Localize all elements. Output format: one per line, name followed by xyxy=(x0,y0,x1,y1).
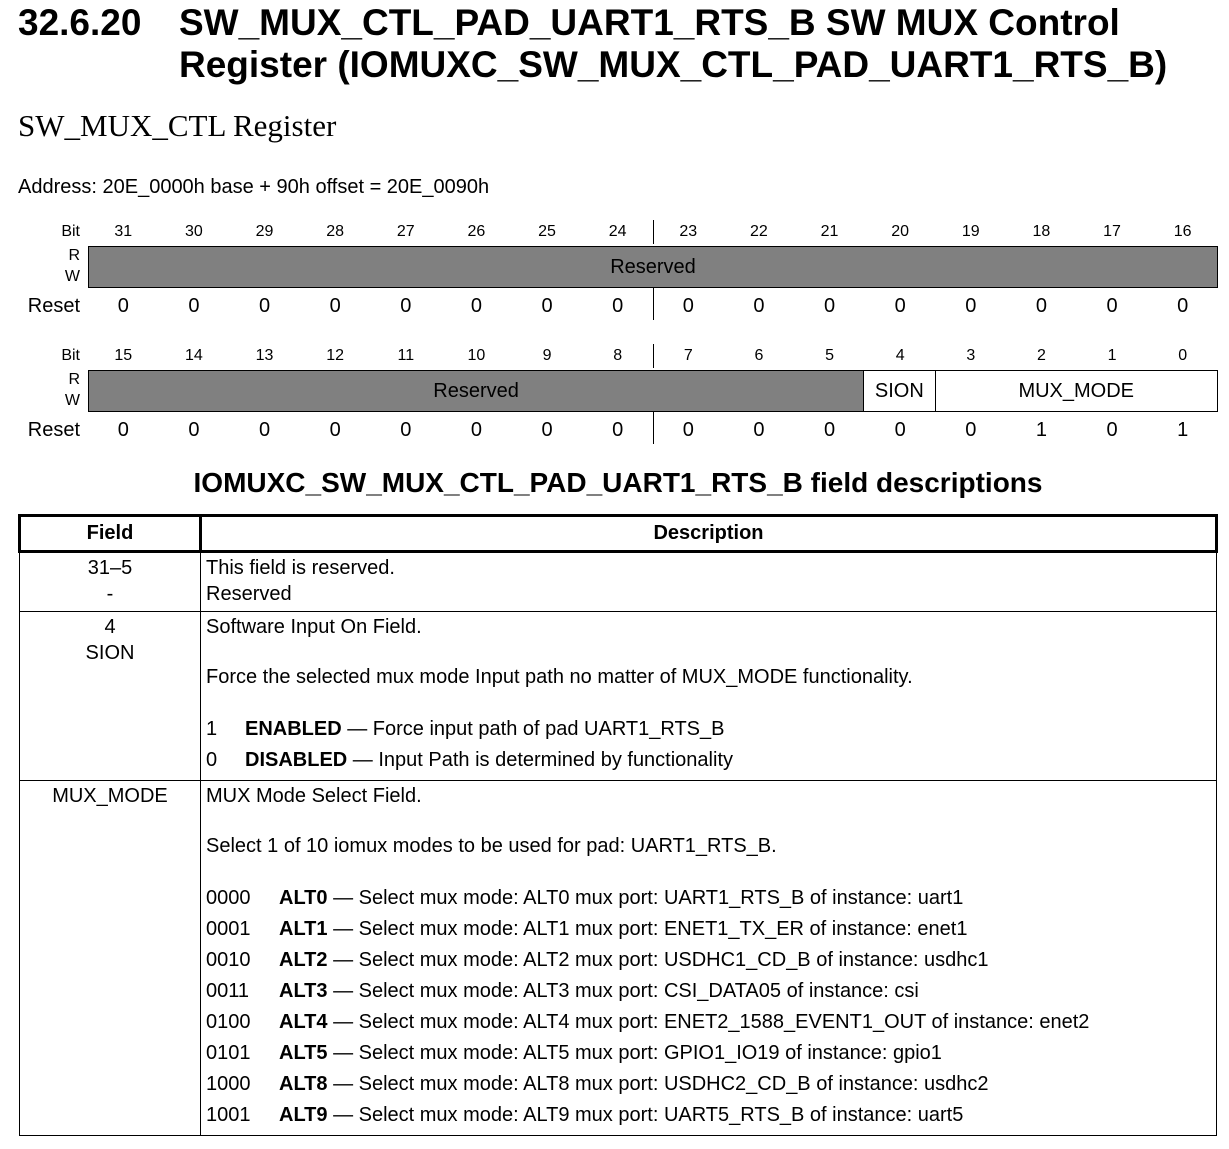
description-text: This field is reserved. xyxy=(206,557,395,579)
reset-values xyxy=(88,294,1218,318)
enum-item xyxy=(206,1100,1211,1131)
field-name: SION xyxy=(85,642,135,664)
enum-item xyxy=(206,883,1211,914)
field-row xyxy=(88,370,1218,412)
enum-description xyxy=(279,1100,963,1131)
description-text: Force the selected mux mode Input path no matter of MUX_MODE functionality. xyxy=(206,666,913,688)
bit-number: 0 xyxy=(1178,347,1188,364)
reset-value: 0 xyxy=(965,419,977,441)
section-title: SW_MUX_CTL_PAD_UART1_RTS_B SW MUX Control Register (IOMUXC_SW_MUX_CTL_PAD_UART1_RTS_B) xyxy=(179,2,1168,85)
reset-value: 0 xyxy=(117,419,129,441)
byte-separator xyxy=(653,220,654,244)
enum-item xyxy=(206,914,1211,945)
field-cell xyxy=(20,552,201,612)
bit-number: 11 xyxy=(397,347,415,364)
reset-value: 0 xyxy=(259,295,271,317)
enum-text: — Select mux mode: ALT1 mux port: ENET1_TX_ER of instance: enet1 xyxy=(327,918,968,940)
enum-text: — Input Path is determined by functionality xyxy=(347,749,733,771)
reset-value: 0 xyxy=(965,295,977,317)
reset-value: 0 xyxy=(117,295,129,317)
enum-text: — Select mux mode: ALT9 mux port: UART5_RTS_B of instance: uart5 xyxy=(327,1104,964,1126)
bit-label: Bit xyxy=(61,223,80,240)
enum-name: ALT8 xyxy=(279,1073,328,1095)
bit-number: 24 xyxy=(608,223,627,240)
reset-value: 0 xyxy=(329,295,341,317)
enum-item xyxy=(206,1038,1211,1069)
reset-label: Reset xyxy=(27,419,80,441)
enum-value: 0100 xyxy=(206,1011,251,1033)
description-column-header: Description xyxy=(201,516,1217,552)
read-label: R xyxy=(68,247,80,264)
register-address: Address: 20E_0000h base + 90h offset = 20E_0090h xyxy=(18,176,490,198)
bit-number: 10 xyxy=(467,347,486,364)
bit-number: 31 xyxy=(114,223,133,240)
enum-text: — Select mux mode: ALT5 mux port: GPIO1_IO19 of instance: gpio1 xyxy=(327,1042,942,1064)
field-bits: 31–5 xyxy=(87,557,133,579)
bit-number: 6 xyxy=(754,347,764,364)
reset-value: 0 xyxy=(1106,295,1118,317)
enum-name: ALT1 xyxy=(279,918,328,940)
write-label: W xyxy=(64,392,80,409)
reset-value: 0 xyxy=(753,419,765,441)
enum-value: 0000 xyxy=(206,887,251,909)
enum-item xyxy=(206,1007,1211,1038)
bit-number: 3 xyxy=(966,347,976,364)
register-diagram-upper xyxy=(0,220,1229,330)
enum-name: ALT9 xyxy=(279,1104,328,1126)
enum-text: — Select mux mode: ALT0 mux port: UART1_RTS_B of instance: uart1 xyxy=(327,887,964,909)
enum-value: 0 xyxy=(206,749,218,771)
reset-value: 0 xyxy=(894,419,906,441)
register-diagram-lower xyxy=(0,344,1229,454)
reset-value: 0 xyxy=(329,419,341,441)
reset-value: 0 xyxy=(682,295,694,317)
reset-value: 0 xyxy=(1106,419,1118,441)
enum-description xyxy=(245,745,733,776)
reset-value: 1 xyxy=(1177,419,1189,441)
bit-number: 27 xyxy=(396,223,415,240)
table-title: IOMUXC_SW_MUX_CTL_PAD_UART1_RTS_B field descriptions xyxy=(193,467,1043,498)
field-cell xyxy=(20,612,201,781)
bit-number: 8 xyxy=(613,347,623,364)
field-cell xyxy=(20,781,201,1136)
reset-value: 0 xyxy=(894,295,906,317)
reset-value: 0 xyxy=(612,419,624,441)
bit-number: 28 xyxy=(326,223,345,240)
table-row-mux-mode xyxy=(20,781,1217,1136)
register-field-mux-mode: MUX_MODE xyxy=(935,370,1219,412)
bit-number: 2 xyxy=(1036,347,1046,364)
enum-text: — Select mux mode: ALT2 mux port: USDHC1_CD_B of instance: usdhc1 xyxy=(327,949,989,971)
reset-value: 0 xyxy=(541,295,553,317)
byte-separator xyxy=(653,344,654,368)
reset-value: 0 xyxy=(824,419,836,441)
enum-description xyxy=(279,883,963,914)
field-descriptions-table xyxy=(18,514,1218,1136)
reset-value: 0 xyxy=(188,419,200,441)
bit-number: 25 xyxy=(538,223,556,240)
enum-text: — Select mux mode: ALT4 mux port: ENET2_1588_EVENT1_OUT of instance: enet2 xyxy=(327,1011,1090,1033)
section-number: 32.6.20 xyxy=(18,2,142,43)
reset-value: 0 xyxy=(259,419,271,441)
reset-value: 0 xyxy=(753,295,765,317)
bit-number: 16 xyxy=(1173,223,1192,240)
reset-value: 0 xyxy=(541,419,553,441)
enum-item xyxy=(206,745,1211,776)
enum-name: ENABLED xyxy=(245,718,342,740)
description-text: Reserved xyxy=(206,583,292,605)
bit-number: 19 xyxy=(961,223,980,240)
field-name: MUX_MODE xyxy=(52,785,168,807)
table-row-sion xyxy=(20,612,1217,781)
bit-number: 5 xyxy=(825,347,835,364)
bit-number: 12 xyxy=(326,347,345,364)
enum-description xyxy=(279,1007,1089,1038)
reset-value: 0 xyxy=(1177,295,1189,317)
enum-name: ALT0 xyxy=(279,887,328,909)
reset-value: 0 xyxy=(1035,295,1047,317)
bit-number: 26 xyxy=(467,223,486,240)
enum-description xyxy=(279,976,919,1007)
bit-number: 17 xyxy=(1103,223,1121,240)
reset-values xyxy=(88,418,1218,442)
enum-list xyxy=(206,714,1211,776)
bit-number: 30 xyxy=(185,223,203,240)
reset-value: 0 xyxy=(400,295,412,317)
reset-value: 0 xyxy=(470,419,482,441)
bit-number: 15 xyxy=(114,347,133,364)
bit-number: 7 xyxy=(683,347,693,364)
enum-name: ALT3 xyxy=(279,980,328,1002)
bit-number: 21 xyxy=(820,223,839,240)
enum-name: ALT2 xyxy=(279,949,328,971)
reset-value: 0 xyxy=(188,295,200,317)
enum-description xyxy=(245,714,724,745)
description-text: Select 1 of 10 iomux modes to be used for pad: UART1_RTS_B. xyxy=(206,835,777,857)
enum-item xyxy=(206,976,1211,1007)
enum-description xyxy=(279,914,967,945)
enum-value: 0001 xyxy=(206,918,251,940)
write-label: W xyxy=(64,268,80,285)
reset-value: 1 xyxy=(1035,419,1047,441)
enum-item xyxy=(206,945,1211,976)
reset-label: Reset xyxy=(27,295,80,317)
register-subtitle: SW_MUX_CTL Register xyxy=(18,108,337,143)
reset-value: 0 xyxy=(682,419,694,441)
description-text: Software Input On Field. xyxy=(206,616,422,638)
reset-value: 0 xyxy=(612,295,624,317)
enum-value: 1001 xyxy=(206,1104,251,1126)
description-text: MUX Mode Select Field. xyxy=(206,785,422,807)
bit-number: 23 xyxy=(679,223,698,240)
description-cell xyxy=(201,781,1217,1136)
table-row-reserved xyxy=(20,552,1217,612)
enum-value: 0010 xyxy=(206,949,251,971)
bit-number: 18 xyxy=(1032,223,1051,240)
reset-value: 0 xyxy=(470,295,482,317)
enum-description xyxy=(279,1038,942,1069)
enum-value: 1000 xyxy=(206,1073,251,1095)
enum-item xyxy=(206,714,1211,745)
bit-label: Bit xyxy=(61,347,80,364)
bit-number: 29 xyxy=(255,223,274,240)
bit-number: 13 xyxy=(255,347,274,364)
field-bits: 4 xyxy=(104,616,116,638)
register-field-reserved: Reserved xyxy=(88,246,1218,288)
enum-description xyxy=(279,1069,989,1100)
bit-number: 22 xyxy=(750,223,768,240)
enum-list xyxy=(206,883,1211,1131)
table-header-row xyxy=(20,516,1217,552)
bit-number: 20 xyxy=(891,223,910,240)
description-cell xyxy=(201,552,1217,612)
enum-description xyxy=(279,945,989,976)
enum-value: 0101 xyxy=(206,1042,251,1064)
bit-number: 4 xyxy=(895,347,905,364)
field-column-header: Field xyxy=(20,516,201,552)
register-field-sion: SION xyxy=(863,370,935,412)
enum-name: ALT5 xyxy=(279,1042,328,1064)
enum-name: ALT4 xyxy=(279,1011,328,1033)
enum-item xyxy=(206,1069,1211,1100)
enum-text: — Force input path of pad UART1_RTS_B xyxy=(341,718,725,740)
reset-value: 0 xyxy=(824,295,836,317)
enum-value: 0011 xyxy=(206,980,250,1002)
enum-text: — Select mux mode: ALT8 mux port: USDHC2_CD_B of instance: usdhc2 xyxy=(327,1073,989,1095)
bit-number: 9 xyxy=(542,347,552,364)
enum-value: 1 xyxy=(206,718,218,740)
enum-text: — Select mux mode: ALT3 mux port: CSI_DATA05 of instance: csi xyxy=(327,980,919,1002)
reset-value: 0 xyxy=(400,419,412,441)
bit-number: 14 xyxy=(185,347,203,364)
field-name: - xyxy=(106,583,114,605)
bit-number: 1 xyxy=(1107,347,1117,364)
read-label: R xyxy=(68,371,80,388)
field-row xyxy=(88,246,1218,288)
register-field-reserved: Reserved xyxy=(88,370,864,412)
description-cell xyxy=(201,612,1217,781)
enum-name: DISABLED xyxy=(245,749,348,771)
